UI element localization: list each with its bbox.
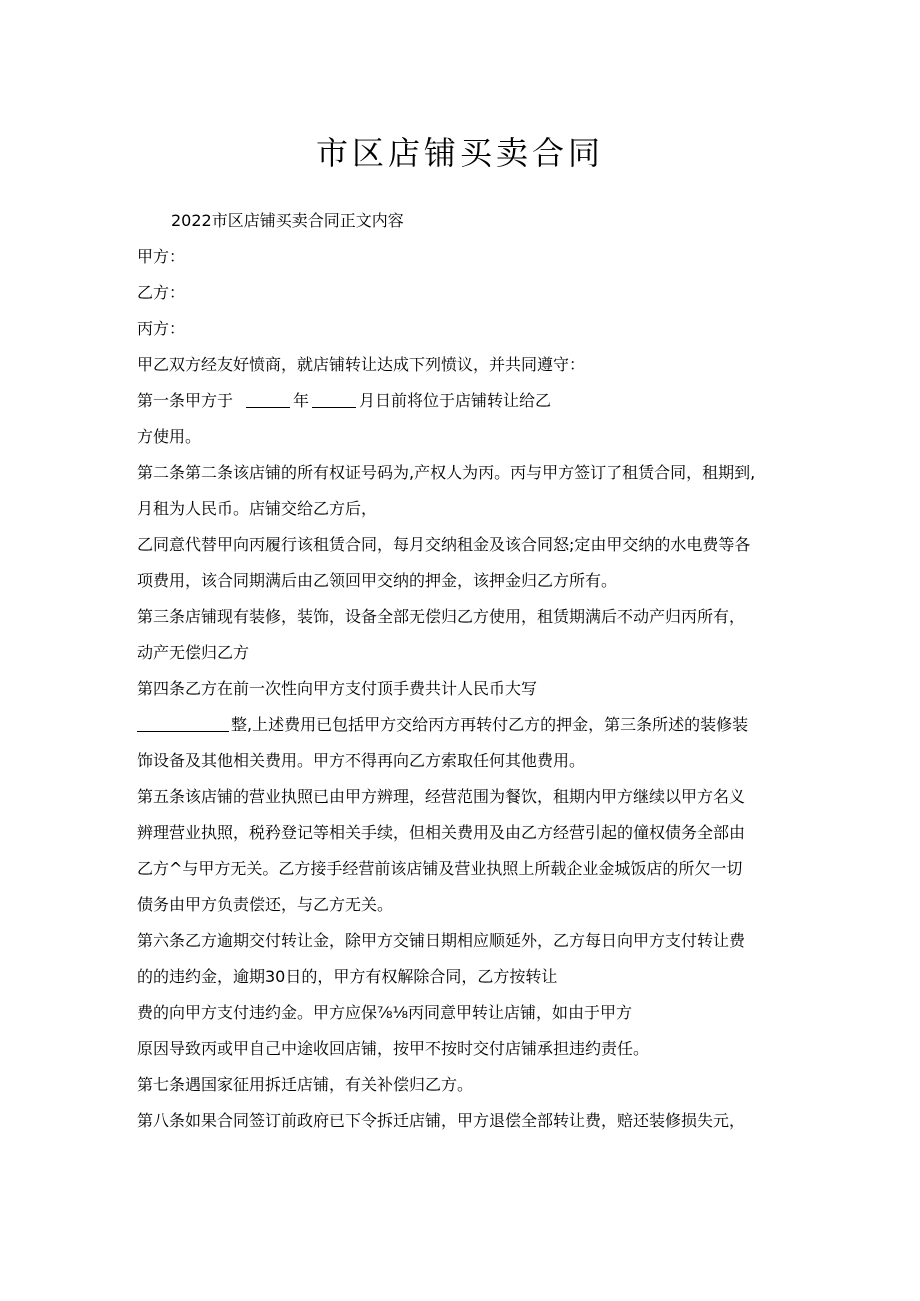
article-5-line-4: 债务由甲方负责偿还，与乙方无关。 xyxy=(137,895,394,914)
article-4-line-2 xyxy=(137,707,797,743)
article-1-year-word: 年 xyxy=(293,391,310,410)
article-1-line-1 xyxy=(137,383,797,419)
article-1-suffix: 月日前将位于店铺转让给乙 xyxy=(359,391,552,410)
article-2-line-3: 乙同意代替甲向丙履行该租赁合同，每月交纳租金及该合同怒;定由甲交纳的水电费等各 xyxy=(137,535,751,554)
document-title: 市区店铺买卖合同 xyxy=(315,134,604,172)
party-c-line: 丙方： xyxy=(137,319,186,338)
article-6-line-3: 费的向甲方支付违约金。甲方应保⅞⅛丙同意甲转让店铺，如由于甲方 xyxy=(137,1003,633,1022)
party-b-line: 乙方： xyxy=(137,283,186,302)
preamble-line: 甲乙双方经友好愤商，就店铺转让达成下列愤议，并共同遵守： xyxy=(137,355,586,374)
article-7-line-1: 第七条遇国家征用拆迁店铺，有关补偿归乙方。 xyxy=(137,1075,474,1094)
article-2-line-2: 月租为人民币。店铺交给乙方后， xyxy=(137,499,378,518)
article-3-line-2: 动产无偿归乙方 xyxy=(137,643,250,662)
article-1-prefix: 第一条甲方于 xyxy=(137,391,234,410)
article-2-line-4: 项费用，该合同期满后由乙领回甲交纳的押金，该押金归乙方所有。 xyxy=(137,571,618,590)
article-6-line-1: 第六条乙方逾期交付转让金，除甲方交铺日期相应顺延外，乙方每日向甲方支付转让费 xyxy=(137,931,746,950)
article-1-line-2: 方使用。 xyxy=(137,427,202,446)
document-body xyxy=(137,203,797,1139)
article-4-line-2-text: 整,上述费用已包括甲方交给丙方再转付乙方的押金，第三条所述的装修装 xyxy=(231,715,749,734)
party-a-line: 甲方： xyxy=(137,247,186,266)
article-4-line-1: 第四条乙方在前一次性向甲方支付顶手费共计人民币大写 xyxy=(137,679,538,698)
month-blank xyxy=(312,391,356,408)
article-8-line-1: 第八条如果合同签订前政府已下令拆迁店铺，甲方退偿全部转让费，赔还装修损失元， xyxy=(137,1111,746,1130)
article-5-line-1: 第五条该店铺的营业执照已由甲方辨理，经营范围为餐饮，租期内甲方继续以甲方名义 xyxy=(137,787,746,806)
article-6-line-4: 原因导致丙或甲自己中途收回店铺，按甲不按时交付店铺承担违约责任。 xyxy=(137,1039,650,1058)
article-6-line-2: 的的违约金，逾期30日的，甲方有权解除合同，乙方按转让 xyxy=(137,967,558,986)
article-5-line-3: 乙方^与甲方无关。乙方接手经营前该店铺及营业执照上所载企业金城饭店的所欠一切 xyxy=(137,859,743,878)
article-2-line-1: 第二条第二条该店铺的所有权证号码为,产权人为丙。丙与甲方签订了租赁合同，租期到, xyxy=(137,463,756,482)
document-subtitle: 2022市区店铺买卖合同正文内容 xyxy=(171,211,404,230)
article-4-line-3: 饰设备及其他相关费用。甲方不得再向乙方索取任何其他费用。 xyxy=(137,751,586,770)
article-3-line-1: 第三条店铺现有装修，装饰，设备全部无偿归乙方使用，租赁期满后不动产归丙所有， xyxy=(137,607,746,626)
amount-blank xyxy=(137,715,229,732)
year-blank xyxy=(246,391,290,408)
article-5-line-2: 辨理营业执照，税矜登记等相关手续，但相关费用及由乙方经营引起的僮权债务全部由 xyxy=(137,823,746,842)
